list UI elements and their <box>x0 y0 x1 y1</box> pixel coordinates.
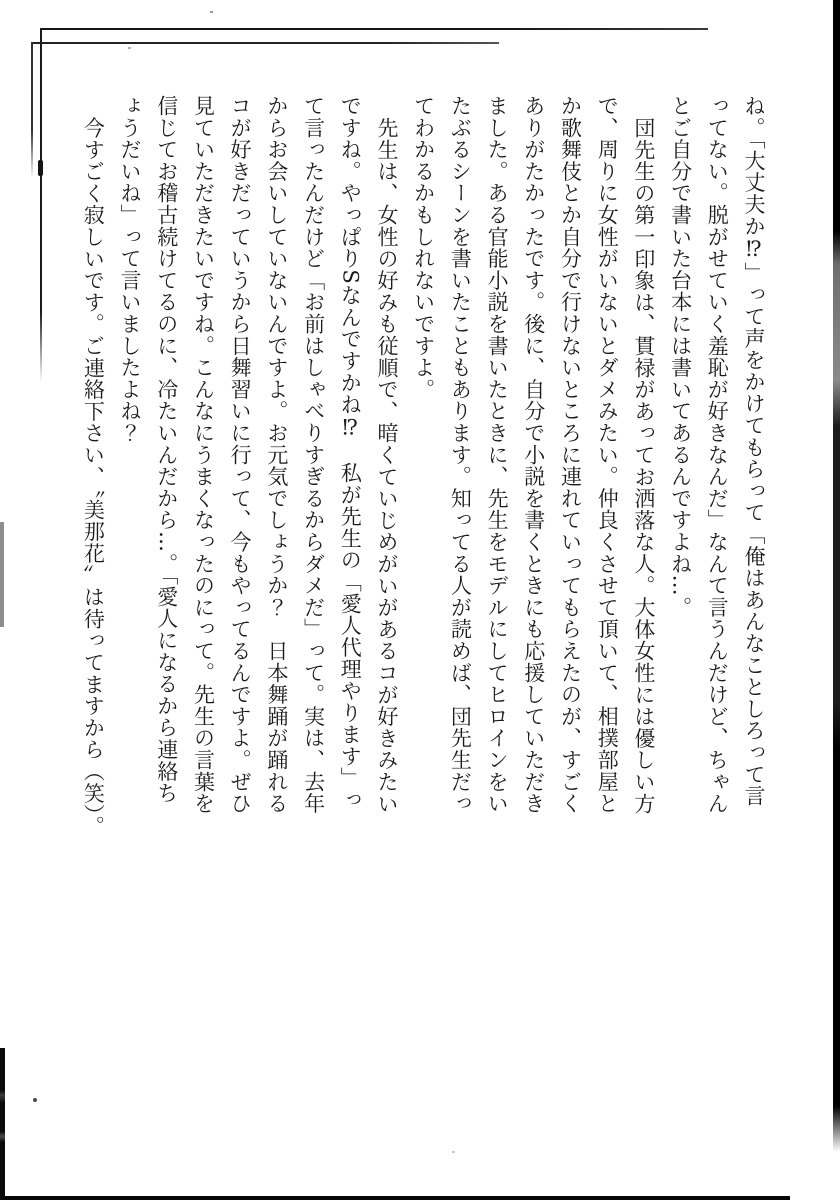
text-column-8: ました。ある官能小説を書いたときに、先生をモデルにしてヒロインをい <box>485 95 510 815</box>
text-column-3: とご自分で書いた台本には書いてあるんですよね…。 <box>668 95 693 619</box>
text-column-11: 先生は、女性の好みも従順で、暗くていじめがいがあるコが好きみたい <box>374 117 399 815</box>
scan-speck <box>452 1151 455 1153</box>
text-column-12: ですね。やっぱりSなんですかね⁉ 私が先生の「愛人代理やります」っ <box>338 95 363 811</box>
scan-speck <box>210 11 213 13</box>
text-column-6: か歌舞伎とか自分で行けないところに連れていってもらえたのが、すごく <box>558 95 583 815</box>
text-column-10: てわかるかもしれないですよ。 <box>411 95 436 401</box>
right-scan-edge-shadow <box>833 0 840 1152</box>
text-column-13: て言ったんだけど「お前はしゃべりすぎるからダメだ」って。実は、去年 <box>301 95 326 815</box>
left-border-ink-blob <box>38 160 43 176</box>
left-scan-edge-shadow-mid <box>0 522 4 627</box>
text-column-1: ね。「大丈夫か⁉」って声をかけてもらって「俺はあんなことしろって言 <box>742 95 766 807</box>
left-border-rule-long <box>40 28 42 382</box>
left-scan-edge-shadow-low <box>0 1048 5 1200</box>
text-column-16: 見ていただきたいですね。こんなにうまくなったのにって。先生の言葉を <box>191 95 216 815</box>
scan-speck <box>33 1098 37 1102</box>
text-column-9: たぶるシーンを書いたこともあります。知ってる人が読めば、団先生だっ <box>448 95 473 815</box>
bottom-scan-edge-shadow <box>0 1196 790 1200</box>
top-border-rule-inner <box>31 42 499 44</box>
text-column-5: で、周りに女性がいないとダメみたい。仲良くさせて頂いて、相撲部屋と <box>595 95 620 815</box>
text-column-7: ありがたかったです。後に、自分で小説を書くときにも応援していただき <box>521 95 546 815</box>
vertical-text-block <box>74 95 772 838</box>
left-border-rule-short <box>31 42 33 178</box>
top-border-rule-outer <box>41 28 708 30</box>
text-column-15: コが好きだっていうから日舞習いに行って、今もやってるんですよ。ぜひ <box>228 95 253 815</box>
text-column-17: 信じてお稽古続けてるのに、冷たいんだから…。「愛人になるから連絡ち <box>154 95 179 804</box>
scan-speck <box>128 47 131 49</box>
text-column-2: ってない。脱がせていく羞恥が好きなんだ」なんて言うんだけど、ちゃん <box>705 95 730 815</box>
text-column-19: 今すごく寂しいです。ご連絡下さい、〝美那花〟は待ってますから（笑）。 <box>81 117 106 838</box>
text-column-4: 団先生の第一印象は、貫禄があってお洒落な人。大体女性には優しい方 <box>631 117 656 815</box>
text-column-18: ょうだいね」って言いましたよね？ <box>118 95 143 444</box>
text-column-14: からお会いしていないんですよ。お元気でしょうか？ 日本舞踊が踊れる <box>264 95 289 815</box>
